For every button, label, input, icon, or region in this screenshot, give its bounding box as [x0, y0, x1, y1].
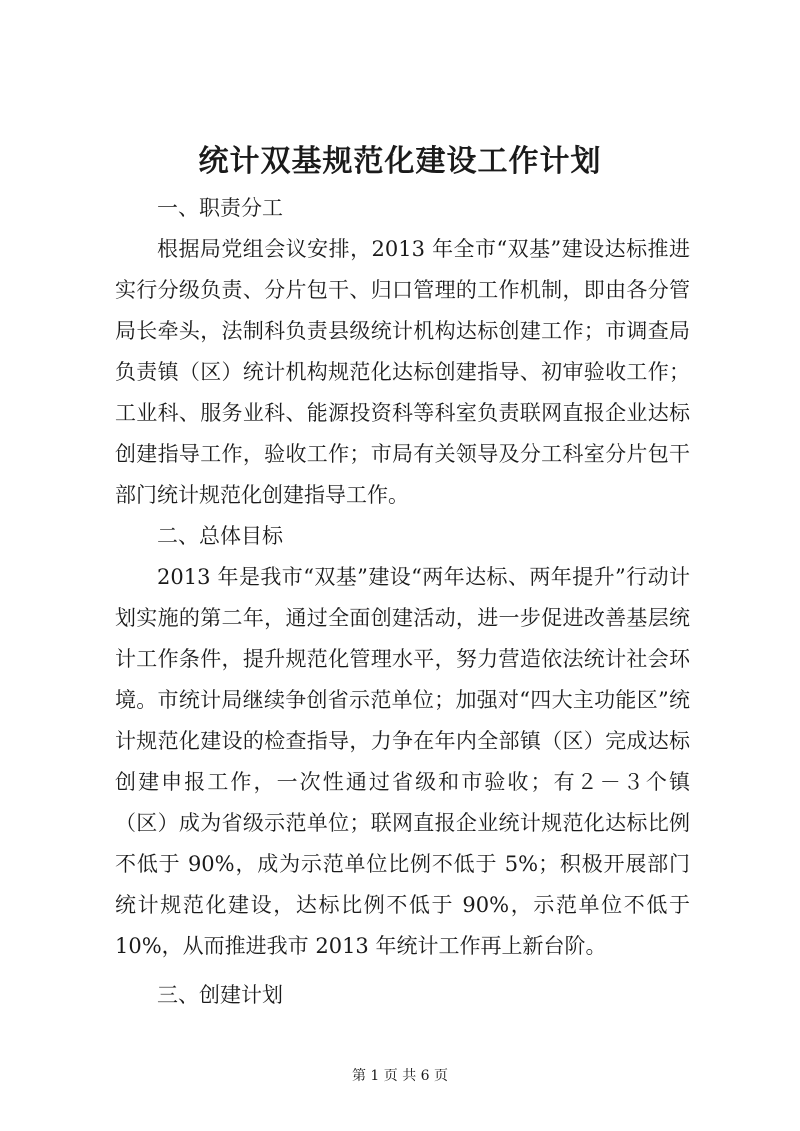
document-title: 统计双基规范化建设工作计划 [198, 144, 602, 179]
document-body [115, 188, 690, 1016]
page-footer: 第 1 页 共 6 页 [351, 1068, 449, 1084]
section-heading-duties: 一、职责分工 [157, 196, 283, 220]
section-heading-plan: 三、创建计划 [157, 983, 283, 1007]
section-paragraph-duties: 根据局党组会议安排，2013 年全市“双基”建设达标推进实行分级负责、分片包干、归口管理的工作机制，即由各分管局长牵头，法制科负责县级统计机构达标创建工作；市调查局负责镇（区）统计机构规范化达标创建指导、初审验收工作；工业科、服务业科、能源投资科等科室负责联网直报企业达标创建指导工作，验收工作；市局有关领导及分工科室分片包干部门统计规范化创建指导工作。 [115, 237, 690, 507]
section-paragraph-goals: 2013 年是我市“双基”建设“两年达标、两年提升”行动计划实施的第二年，通过全面创建活动，进一步促进改善基层统计工作条件，提升规范化管理水平，努力营造依法统计社会环境。市统计局继续争创省示范单位；加强对“四大主功能区”统计规范化建设的检查指导，力争在年内全部镇（区）完成达标创建申报工作，一次性通过省级和市验收；有２－３个镇（区）成为省级示范单位；联网直报企业统计规范化达标比例不低于 90%，成为示范单位比例不低于 5%；积极开展部门统计规范化建设，达标比例不低于 90%，示范单位不低于 10%，从而推进我市 2013 年统计工作再上新台阶。 [115, 565, 690, 958]
section-heading-goals: 二、总体目标 [157, 524, 283, 548]
